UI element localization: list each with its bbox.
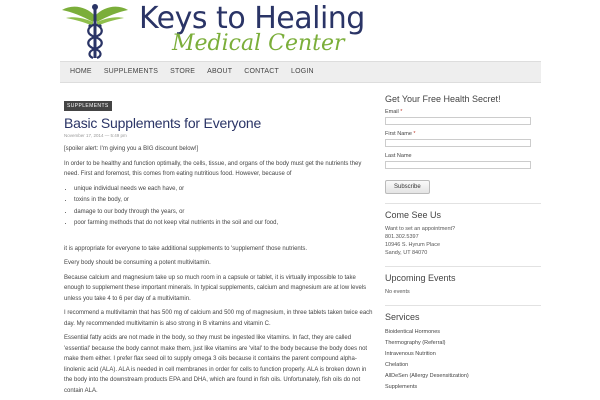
site-title[interactable]: Keys to Healing [139,1,365,36]
service-link[interactable]: Bioidentical Hormones [385,329,441,335]
post-paragraph: Essential fatty acids are not made in the body, so they must be ingested like vitamins. In fact, they are called 'essential' because the body cannot make them, just like vitamins are 'vital' to the body because the body does not make them either. I prefer flax seed oil to supply omega 3 oils because it contains the parent compound alpha-linolenic acid (ALA). ALA is needed in cell membranes in order for cells to function properly. ALA is broken down in the body into the downstream products EPA and DHA, which are found in fish oils. Unfortunately, fish oils do not contain ALA. [64,335,368,394]
service-link[interactable]: Thermography (Referral) [385,340,446,346]
post-paragraph: [spoiler alert: I'm giving you a BIG discount below!] [64,146,199,152]
service-link[interactable]: Supplements [385,384,418,390]
site-subtitle: Medical Center [172,31,345,56]
category-badge[interactable]: SUPPLEMENTS [64,101,112,111]
post-date: November 17, 2014 — 5:49 pm [64,133,127,138]
post-content [64,94,376,400]
post-paragraph: Because calcium and magnesium take up so much room in a capsule or tablet, it is virtually impossible to take enough to supplement these important minerals. In typical supplements, calcium and magnesium are at low levels unless you take 4 to 6 per day of a multivitamin. [64,274,367,302]
appointment-text: Want to set an appointment? [385,226,456,232]
post-paragraph: Every body should be consuming a potent multivitamin. [64,260,211,266]
last-name-label: Last Name [385,153,412,159]
service-link[interactable]: Chelation [385,362,409,368]
caduceus-logo-icon[interactable] [60,2,130,60]
post-paragraph: I recommend a multivitamin that has 500 mg of calcium and 500 mg of magnesium, in three tablets taken twice each day. My recommended multivitamin is also strong in B vitamins and vitamin C. [64,310,373,327]
nav-contact[interactable]: CONTACT [244,68,279,75]
spacer [64,236,376,244]
service-link[interactable]: AllDeSen (Allergy Desensitization) [385,373,469,379]
post-paragraph: In order to be healthy and function optimally, the cells, tissue, and organs of the body must get the nutrients they need. First and foremost, this comes from eating nutritious food. However, because of [64,160,362,177]
list-item: • unique individual needs we each have, or [74,184,376,196]
no-events-text: No events [385,289,410,295]
site-header [0,0,600,62]
post-list [74,184,376,230]
nav-about[interactable]: ABOUT [207,68,233,75]
email-field[interactable] [385,117,531,125]
last-name-field[interactable] [385,161,531,169]
first-name-field[interactable] [385,139,531,147]
first-name-label: First Name * [385,131,416,137]
service-link[interactable]: Intravenous Nutrition [385,351,436,357]
sidebar [385,94,541,393]
nav-supplements[interactable]: SUPPLEMENTS [103,68,159,75]
post-title[interactable]: Basic Supplements for Everyone [64,115,262,131]
list-item: • poor farming methods that do not keep vital nutrients in the soil and our food, [74,218,376,230]
email-label: Email * [385,109,403,115]
subscribe-button[interactable]: Subscribe [385,180,430,194]
divider [385,305,541,306]
nav-home[interactable]: HOME [70,68,92,75]
phone-number[interactable]: 801.302.5397 [385,234,419,240]
events-title: Upcoming Events [385,273,456,283]
list-item: • damage to our body through the years, or [74,207,376,219]
newsletter-title: Get Your Free Health Secret! [385,94,501,104]
nav-store[interactable]: STORE [170,68,196,75]
services-title: Services [385,312,420,322]
address-city: Sandy, UT 84070 [385,250,428,256]
address-line: 10946 S. Hyrum Place [385,242,441,248]
divider [385,203,541,204]
main-nav [60,61,541,83]
nav-login[interactable]: LOGIN [290,68,314,75]
come-see-us-title: Come See Us [385,210,442,220]
post-body [64,144,376,396]
post-paragraph: it is appropriate for everyone to take additional supplements to 'supplement' those nutrients. [64,245,308,252]
list-item: • toxins in the body, or [74,195,376,207]
divider [385,266,541,267]
